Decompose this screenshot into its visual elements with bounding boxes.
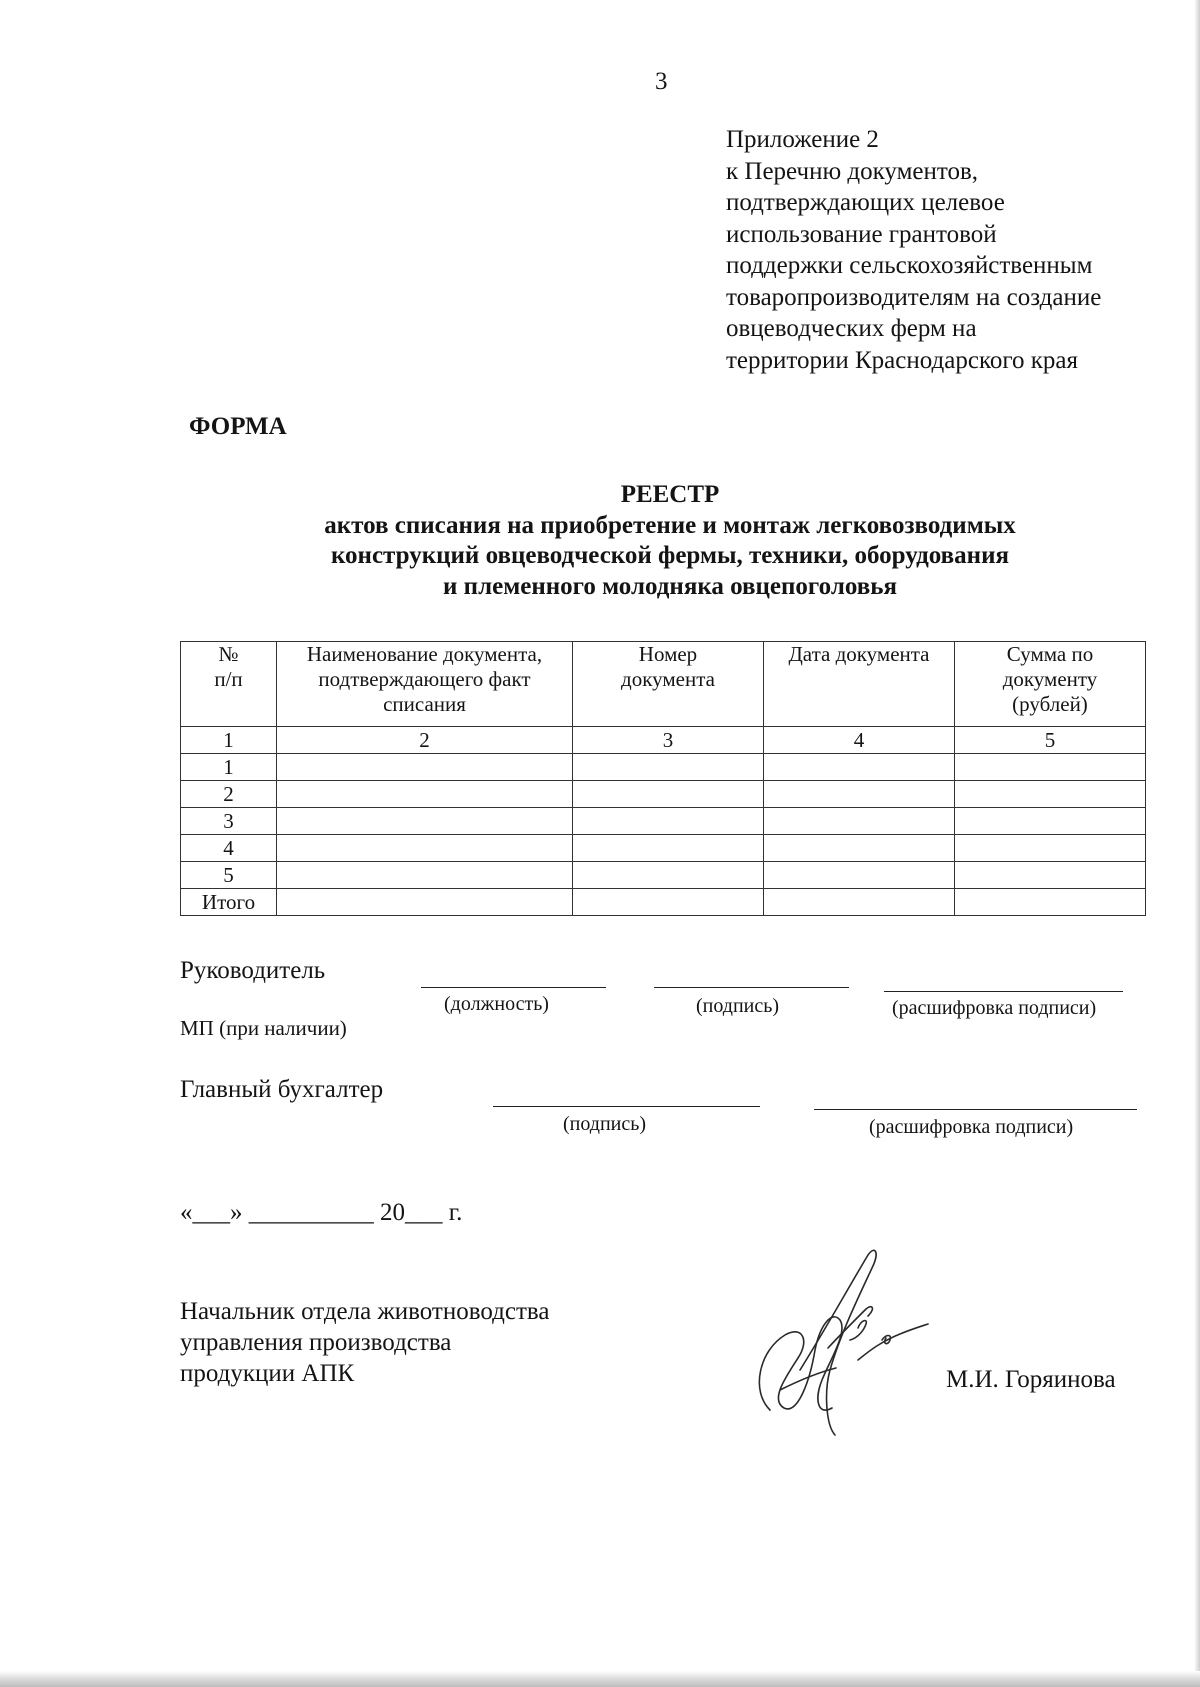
table-cell[interactable] [764,754,955,781]
decoding-line[interactable] [884,991,1123,992]
table-cell[interactable] [955,808,1146,835]
scan-edge [0,1671,1200,1687]
table-row [181,862,1146,889]
header-text: Номер [638,642,698,666]
header-cell-amount [955,642,1146,727]
header-text: документу [1002,667,1098,691]
table-cell[interactable] [277,808,573,835]
table-cell[interactable] [955,889,1146,916]
row-number-cell: 3 [181,808,277,835]
table-header-row [181,642,1146,727]
header-cell-document-date [764,642,955,727]
row-number-cell: 5 [181,862,277,889]
appendix-line: Приложение 2 [726,126,879,153]
header-text: подтверждающего факт [318,667,531,691]
appendix-line: товаропроизводителям на создание [726,283,1102,311]
table-cell[interactable] [573,862,764,889]
total-label-cell: Итого [181,889,277,916]
form-label: ФОРМА [189,413,287,440]
accountant-signature-line[interactable] [493,1106,760,1107]
table-row [181,835,1146,862]
decoding-caption: (расшифровка подписи) [892,997,1097,1019]
registry-table [180,641,1146,916]
title-line: конструкций овцеводческой фермы, техники, оборудования [330,542,1010,569]
table-cell[interactable] [573,754,764,781]
table-cell[interactable] [955,754,1146,781]
scan-edge [1194,0,1200,1687]
table-cell[interactable] [277,862,573,889]
header-text: Наименование документа, [306,642,543,666]
signatory-name: М.И. Горяинова [946,1366,1116,1393]
title-line: и племенного молодняка овцепоголовья [443,572,897,600]
title-line: актов списания на приобретение и монтаж легковозводимых [324,511,1016,539]
footer-line: управления производства [180,1329,452,1356]
row-number-cell: 2 [181,781,277,808]
table-cell[interactable] [955,781,1146,808]
table-cell[interactable] [573,808,764,835]
position-line[interactable] [421,987,606,988]
appendix-line: к Перечню документов, [726,157,979,185]
appendix-line: поддержки сельскохозяйственным [726,252,1093,279]
page-number: 3 [655,68,668,95]
head-label: Руководитель [180,957,326,984]
title-main: РЕЕСТР [620,481,720,508]
table-cell[interactable] [277,835,573,862]
header-text: списания [383,692,466,716]
table-cell[interactable] [573,889,764,916]
appendix-line: использование грантовой [726,220,997,248]
table-cell[interactable] [955,862,1146,889]
table-row [181,808,1146,835]
row-number-cell: 4 [181,835,277,862]
table-cell[interactable] [277,754,573,781]
table-cell[interactable] [764,781,955,808]
table-cell[interactable] [764,889,955,916]
header-cell-number [181,642,277,727]
table-cell[interactable] [277,781,573,808]
appendix-line: подтверждающих целевое [726,189,1005,216]
column-number-row [181,727,1146,754]
table-cell[interactable] [573,835,764,862]
header-cell-document-number [573,642,764,727]
table-cell[interactable] [764,808,955,835]
row-number-cell: 1 [181,754,277,781]
header-cell-document-name [277,642,573,727]
column-number-cell: 1 [181,727,277,754]
table-cell[interactable] [573,781,764,808]
table-row [181,781,1146,808]
signature-line[interactable] [654,987,849,988]
footer-line: Начальник отдела животноводства [180,1298,550,1325]
signature-caption: (подпись) [696,995,780,1017]
total-row [181,889,1146,916]
accountant-decoding-line[interactable] [814,1109,1137,1110]
table-row [181,754,1146,781]
table-cell[interactable] [764,862,955,889]
column-number-cell: 2 [277,727,573,754]
table-cell[interactable] [955,835,1146,862]
accountant-label: Главный бухгалтер [180,1076,384,1103]
table-cell[interactable] [277,889,573,916]
table-cell[interactable] [764,835,955,862]
date-line: «___» __________ 20___ г. [180,1199,463,1226]
column-number-cell: 4 [764,727,955,754]
header-text: документа [621,667,715,691]
accountant-decoding-caption: (расшифровка подписи) [869,1116,1074,1138]
header-text: Дата документа [788,642,930,666]
column-number-cell: 5 [955,727,1146,754]
column-number-cell: 3 [573,727,764,754]
handwritten-signature [740,1240,930,1445]
header-text: Сумма по [1006,642,1094,666]
appendix-line: овцеводческих ферм на [726,315,977,342]
stamp-label: МП (при наличии) [180,1016,347,1040]
appendix-block [726,124,1101,376]
header-text: п/п [214,667,243,691]
header-text: № [218,642,239,666]
accountant-signature-caption: (подпись) [563,1113,647,1135]
appendix-line: территории Краснодарского края [726,346,1078,374]
footer-line: продукции АПК [180,1360,355,1387]
position-caption: (должность) [444,993,549,1015]
document-title [230,480,1110,602]
header-text: (рублей) [1012,692,1088,716]
